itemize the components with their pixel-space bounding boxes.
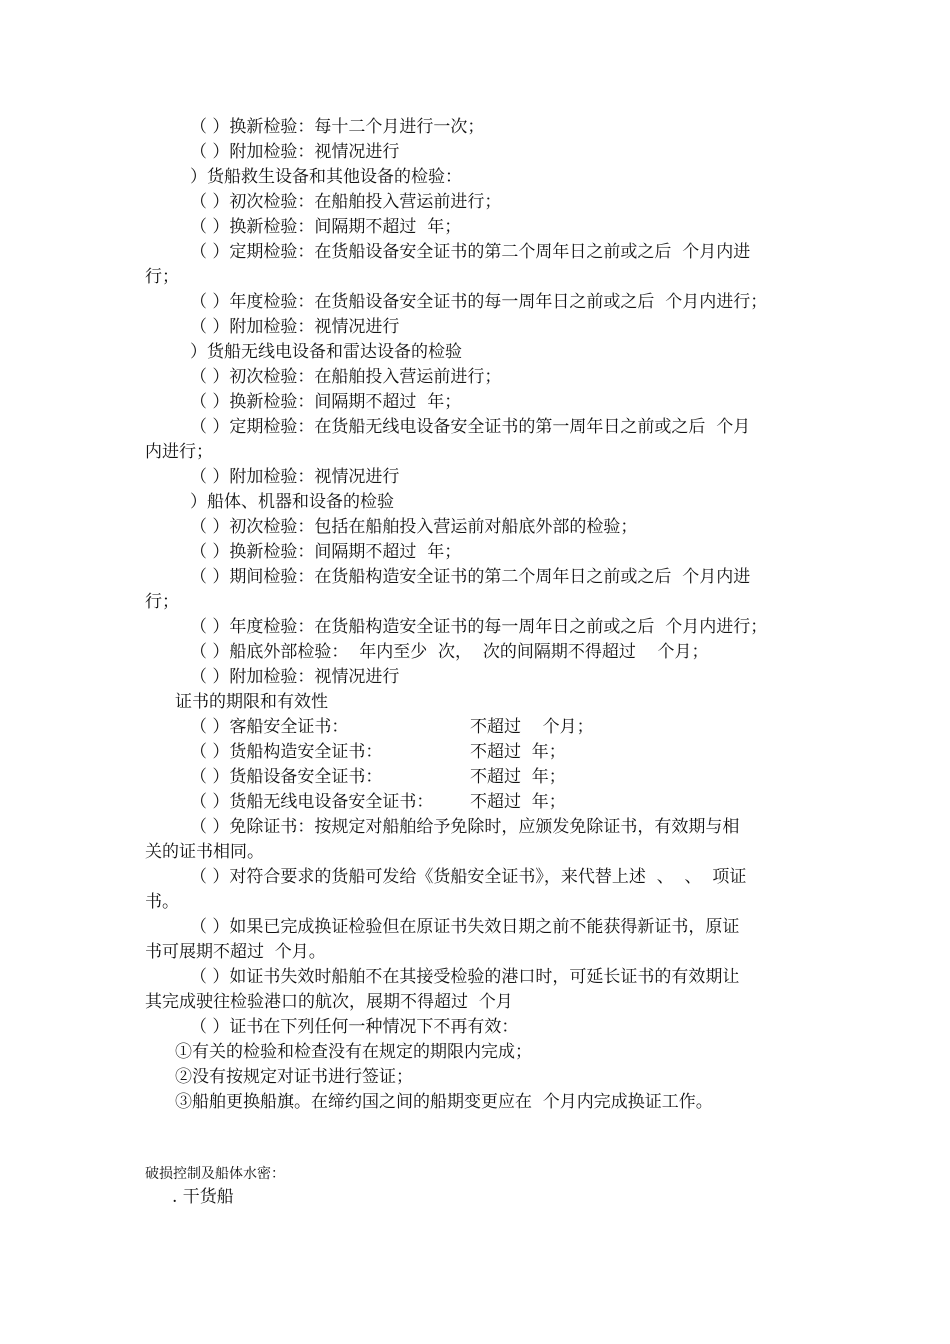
certificate-name: （ ）客船安全证书：	[190, 717, 349, 737]
text-line: （ ）对符合要求的货船可发给《货船安全证书》，来代替上述 、 、 项证	[190, 867, 747, 887]
certificate-name: （ ）货船无线电设备安全证书：	[190, 792, 434, 812]
text-line: （ ）换新检验：间隔期不超过 年；	[190, 392, 462, 412]
text-line: 证书的期限和有效性	[175, 692, 328, 712]
text-line: （ ）证书在下列任何一种情况下不再有效：	[190, 1017, 519, 1037]
text-line: （ ）定期检验：在货船无线电设备安全证书的第一周年日之前或之后 个月	[190, 417, 751, 437]
certificate-name: （ ）货船构造安全证书：	[190, 742, 383, 762]
text-line: （ ）初次检验：在船舶投入营运前进行；	[190, 367, 502, 387]
text-line: ）船体、机器和设备的检验	[190, 492, 394, 512]
certificate-validity: 不超过 个月；	[470, 717, 594, 737]
text-line: （ ）定期检验：在货船设备安全证书的第二个周年日之前或之后 个月内进	[190, 242, 751, 262]
text-line: （ ）年度检验：在货船设备安全证书的每一周年日之前或之后 个月内进行；	[190, 292, 768, 312]
text-line: 行；	[145, 592, 179, 612]
text-line: （ ）换新检验：间隔期不超过 年；	[190, 217, 462, 237]
text-line: ③船舶更换船旗。在缔约国之间的船期变更应在 个月内完成换证工作。	[175, 1092, 713, 1112]
text-line: （ ）年度检验：在货船构造安全证书的每一周年日之前或之后 个月内进行；	[190, 617, 768, 637]
text-line: （ ）免除证书：按规定对船舶给予免除时，应颁发免除证书，有效期与相	[190, 817, 740, 837]
text-line: （ ）附加检验：视情况进行	[190, 142, 400, 162]
text-line: 内进行；	[145, 442, 213, 462]
text-line: （ ）如果已完成换证检验但在原证书失效日期之前不能获得新证书，原证	[190, 917, 740, 937]
text-line: （ ）附加检验：视情况进行	[190, 467, 400, 487]
text-line: ①有关的检验和检查没有在规定的期限内完成；	[175, 1042, 532, 1062]
text-line: （ ）初次检验：在船舶投入营运前进行；	[190, 192, 502, 212]
text-line: 关的证书相同。	[145, 842, 264, 862]
text-line: （ ）船底外部检验： 年内至少 次， 次的间隔期不得超过 个月；	[190, 642, 709, 662]
text-line: （ ）附加检验：视情况进行	[190, 317, 400, 337]
text-line: 行；	[145, 267, 179, 287]
text-line: （ ）初次检验：包括在船舶投入营运前对船底外部的检验；	[190, 517, 638, 537]
text-line: （ ）换新检验：间隔期不超过 年；	[190, 542, 462, 562]
text-line: （ ）期间检验：在货船构造安全证书的第二个周年日之前或之后 个月内进	[190, 567, 751, 587]
section-heading: 破损控制及船体水密：	[145, 1166, 285, 1182]
text-line: 书。	[145, 892, 179, 912]
text-line: ）货船救生设备和其他设备的检验：	[190, 167, 462, 187]
certificate-validity: 不超过 年；	[470, 792, 566, 812]
text-line: （ ）如证书失效时船舶不在其接受检验的港口时，可延长证书的有效期让	[190, 967, 740, 987]
text-line: ）货船无线电设备和雷达设备的检验	[190, 342, 462, 362]
text-line: 其完成驶往检验港口的航次，展期不得超过 个月	[145, 992, 513, 1012]
certificate-validity: 不超过 年；	[470, 742, 566, 762]
text-line: （ ）换新检验：每十二个月进行一次；	[190, 117, 485, 137]
sub-item-label: . 干货船	[172, 1187, 234, 1207]
text-line: 书可展期不超过 个月。	[145, 942, 326, 962]
text-line: ②没有按规定对证书进行签证；	[175, 1067, 413, 1087]
text-line: （ ）附加检验：视情况进行	[190, 667, 400, 687]
certificate-validity: 不超过 年；	[470, 767, 566, 787]
certificate-name: （ ）货船设备安全证书：	[190, 767, 383, 787]
